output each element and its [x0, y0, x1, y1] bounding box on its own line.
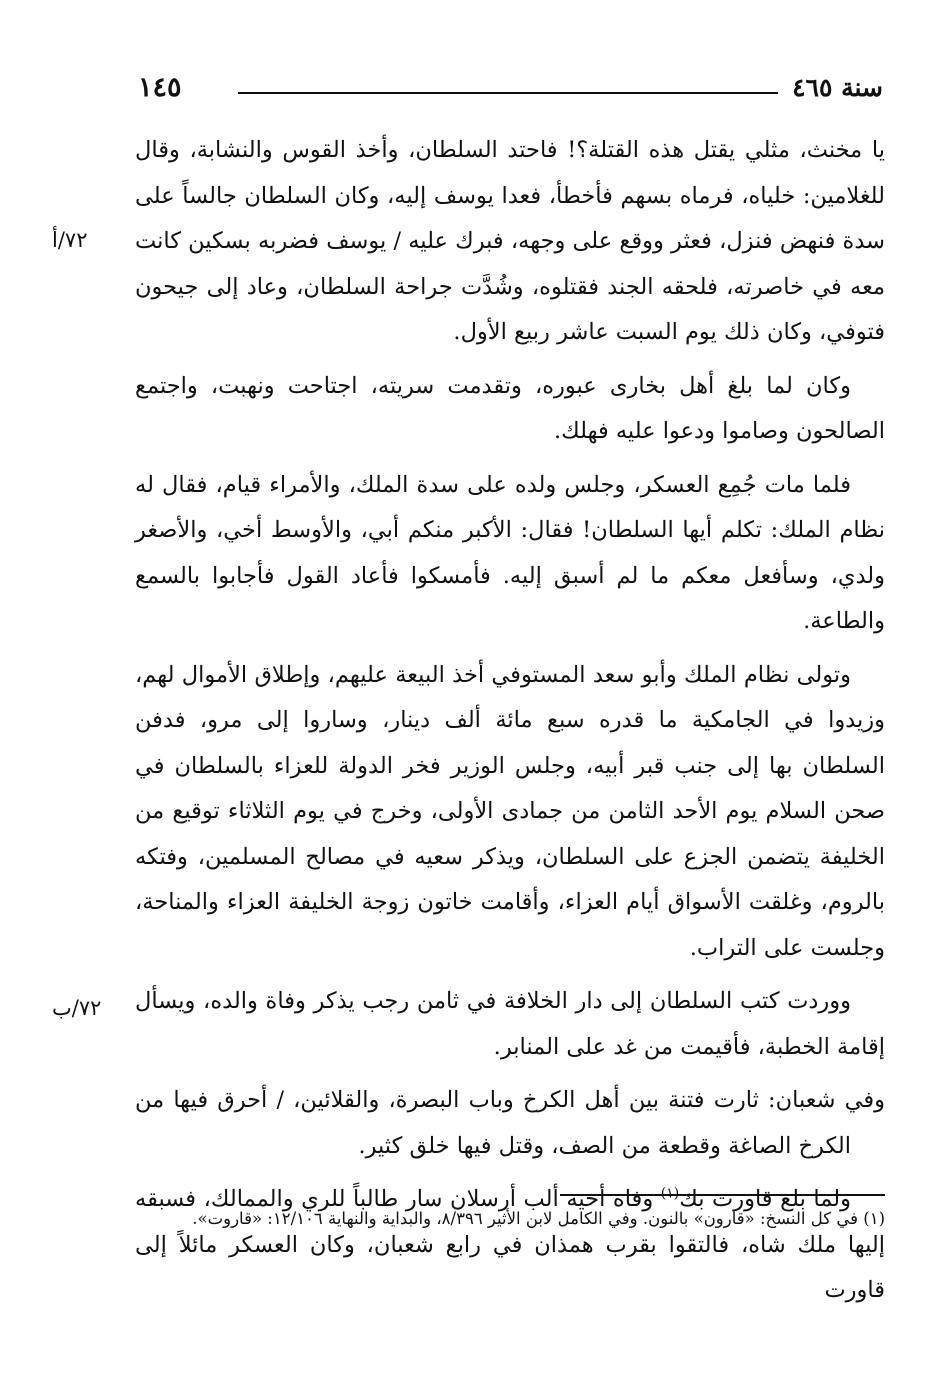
page-header	[138, 70, 883, 110]
footnote-marker: (١)	[660, 1185, 680, 1202]
footnote-separator	[560, 1194, 885, 1196]
paragraph: فلما مات جُمِع العسكر، وجلس ولده على سدة الملك، والأمراء قيام، فقال له نظام الملك: تكلم أيها السلطان! فقال: الأكبر منكم أبي، والأوسط أخي، والأصغر ولدي، وسأفعل معكم ما لم أسبق إليه. فأمسكوا فأعاد القول فأجابوا بالسمع والطاعة.	[135, 471, 885, 634]
paragraph: وكان لما بلغ أهل بخارى عبوره، وتقدمت سريته، اجتاحت ونهبت، واجتمع الصالحون وصاموا ودعوا عليه فهلك.	[135, 372, 885, 444]
main-text	[135, 128, 885, 1322]
paragraph-text: وفاة أخيه ألب أرسلان سار طالباً للري والممالك، فسبقه إليها ملك شاه، فالتقوا بقرب همذان في رابع شعبان، وكان العسكر مائلاً إلى قاورت	[135, 1186, 885, 1303]
header-rule	[238, 92, 778, 94]
paragraph: وتولى نظام الملك وأبو سعد المستوفي أخذ البيعة عليهم، وإطلاق الأموال لهم، وزيدوا في الجامكية ما قدره سبع مائة ألف دينار، وساروا إلى مرو، فدفن السلطان بها إلى جنب قبر أبيه، وجلس الوزير فخر الدولة للعزاء بالسلطان في صحن السلام يوم الأحد الثامن من جمادى الأولى، وخرج في يوم الثلاثاء توقيع من الخليفة يتضمن الجزع على السلطان، ويذكر سعيه في مصالح المسلمين، وفتكه بالروم، وغلقت الأسواق أيام العزاء، وأقامت خاتون زوجة الخليفة العزاء والمناحة، وجلست على التراب.	[135, 661, 885, 961]
paragraph: ووردت كتب السلطان إلى دار الخلافة في ثامن رجب يذكر وفاة والده، ويسأل إقامة الخطبة، فأقيمت من غد على المنابر.	[135, 988, 885, 1060]
page-number: ١٤٥	[138, 72, 182, 103]
paragraph: وفي شعبان: ثارت فتنة بين أهل الكرخ وباب البصرة، والقلائين، / أحرق فيها من الكرخ الصاغة وقطعة من الصف، وقتل فيها خلق كثير.	[135, 1087, 885, 1159]
paragraph: يا مخنث، مثلي يقتل هذه القتلة؟! فاحتد السلطان، وأخذ القوس والنشابة، وقال للغلامين: خلياه، فرماه بسهم فأخطأ، فعدا يوسف إليه، وكان السلطان جالساً على سدة فنهض فنزل، فعثر ووقع على وجهه، فبرك عليه / يوسف فضربه بسكين كانت معه في خاصرته، فلحقه الجند فقتلوه، وشُدَّت جراحة السلطان، وعاد إلى جيحون فتوفي، وكان ذلك يوم السبت عاشر ربيع الأول.	[135, 137, 885, 345]
running-header-year: سنة ٤٦٥	[792, 73, 883, 102]
margin-folio-note: ٧٢/ب	[52, 996, 102, 1020]
margin-folio-note: ٧٢/أ	[52, 228, 88, 252]
footnote: (١) في كل النسخ: «قارون» بالنون. وفي الكامل لابن الأثير ٨/٣٩٦، والبداية والنهاية ١٢/١٠٦: «قاروت».	[192, 1209, 885, 1228]
paragraph	[135, 1177, 885, 1314]
paragraph-text: ولما بلغ قاورت بك	[679, 1186, 851, 1212]
